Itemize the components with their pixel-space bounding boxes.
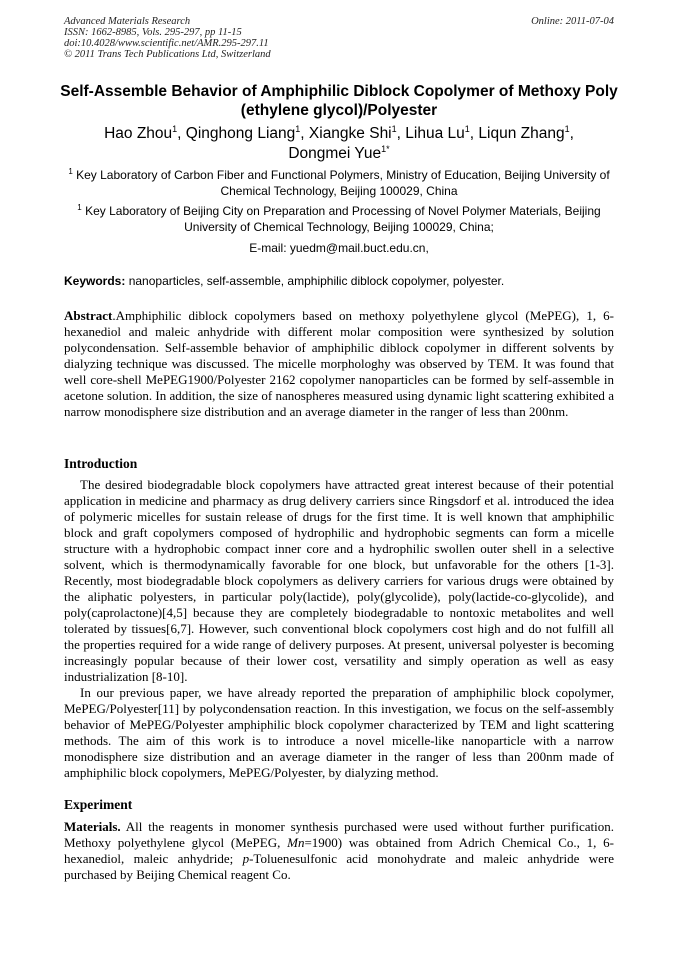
section-heading-introduction: Introduction — [64, 456, 138, 471]
abstract — [64, 308, 614, 420]
author-sup: 1 — [172, 123, 178, 134]
journal-name: Advanced Materials Research — [64, 16, 191, 27]
author-name: Hao Zhou — [104, 125, 173, 142]
affiliation-text: Key Laboratory of Carbon Fiber and Functional Polymers, Ministry of Education, Beijing University of Chemical Technology, Beijing 100029, China — [76, 168, 610, 198]
keywords-label: Keywords: — [64, 274, 126, 288]
author-sup: 1 — [464, 123, 470, 134]
copyright-line: © 2011 Trans Tech Publications Ltd, Switzerland — [64, 49, 271, 60]
abstract-text: .Amphiphilic diblock copolymers based on methoxy polyethylene glycol (MePEG), 1, 6-hexanediol and maleic anhydride with different molar composition were synthesized by solution polycondensation. Self-assemble behavior of amphiphilic diblock copolymer in different solvents by dialyzing technique was discussed. The micelle morphologhy was observed by TEM. It was found that well core-shell MePEG1900/Polyester 2162 copolymer nanoparticles can be formed by self-assemble in acetone solution. In addition, the size of nanospheres measured using dynamic light scattering exhibited a narrow monodisphere size distribution and an average diameter in the ranger of less than 200nm. — [64, 308, 614, 419]
journal-header — [64, 16, 614, 60]
author-sup: 1 — [295, 123, 301, 134]
author-sep: , — [569, 125, 574, 142]
contact-email: E-mail: yuedm@mail.buct.edu.cn, — [249, 241, 429, 255]
abstract-label: Abstract — [64, 308, 113, 323]
affiliation-sup: 1 — [68, 167, 73, 176]
author-sep: , — [469, 125, 479, 142]
author-sup: 1 — [564, 123, 570, 134]
keywords-text: nanoparticles, self-assemble, amphiphilic diblock copolymer, polyester. — [125, 274, 505, 288]
issn-line: ISSN: 1662-8985, Vols. 295-297, pp 11-15 — [64, 27, 242, 38]
paragraph-text: All the reagents in monomer synthesis purchased were used without further purification. Methoxy polyethylene glycol (MePEG, — [64, 819, 614, 850]
materials-label: Materials. — [64, 819, 121, 834]
author-name: Liqun Zhang — [478, 125, 565, 142]
author-name: Xiangke Shi — [308, 125, 392, 142]
paragraph: The desired biodegradable block copolymers have attracted great interest because of their potential application in medicine and pharmacy as drug delivery carriers since Ringsdorf et al. introduced the idea of polymeric micelles for sustain release of drugs for the first time. It is well known that amphiphilic block and graft copolymers composed of hydrophilic and hydrophobic segments can form a micelle structure with a hydrophobic compact inner core and a hydrophilic swollen outer shell in a selective solvent, which is thermodynamically favorable for one block, but unfavorable for the others [1-3]. Recently, most biodegradable block copolymers as delivery carriers for various drugs were obtained by the aliphatic polyesters, in particular poly(lactide), poly(glycolide), poly(lactide-co-glycolide), and poly(caprolactone)[4,5] because they are completely biodegradable to nontoxic metabolites and well tolerated by tissues[6,7]. However, such conventional block copolymers cost high and do not fulfill all the properties required for a wide range of delivery purposes. At present, universal polyester is becoming increasingly popular because of their lower cost, versatility and simply operation as well as easy industrialization [8-10]. — [64, 477, 614, 684]
affiliation-sup: 1 — [77, 203, 82, 212]
author-sep: , — [300, 125, 309, 142]
online-date: Online: 2011-07-04 — [531, 16, 614, 27]
author-sep: , — [177, 125, 186, 142]
affiliation-1 — [64, 167, 614, 199]
para-prefix: p — [242, 851, 250, 866]
mn-symbol: Mn — [287, 835, 305, 850]
paper-title: Self-Assemble Behavior of Amphiphilic Diblock Copolymer of Methoxy Poly (ethylene glycol)/Polyester — [60, 83, 618, 119]
author-name: Lihua Lu — [405, 125, 465, 142]
keywords — [64, 273, 614, 289]
author-sup: 1 — [391, 123, 397, 134]
paragraph-text: -Toluenesulfonic acid monohydrate and maleic anhydride were purchased by Beijing Chemical reagent Co. — [64, 851, 615, 882]
author-list — [64, 124, 614, 164]
introduction-body — [64, 477, 614, 781]
paragraph: In our previous paper, we have already reported the preparation of amphiphilic block copolymer, MePEG/Polyester[11] by polycondensation reaction. In this investigation, we focus on the self-assembly behavior of MePEG/Polyester amphiphilic block copolymer characterized by TEM and light scattering methods. The aim of this work is to introduce a novel micelle-like nanoparticle with a narrow monodisphere size distribution and an average diameter in the ranger of less than 200nm made of amphiphilic block copolymers, MePEG/Polyester, by dialyzing method. — [64, 685, 614, 780]
paragraph-text: =1900) was obtained from Adrich Chemical Co., 1, 6-hexanediol, maleic anhydride; — [64, 835, 614, 866]
experiment-body — [64, 819, 614, 883]
affiliation-2 — [64, 203, 614, 235]
affiliation-text: Key Laboratory of Beijing City on Preparation and Processing of Novel Polymer Materials, Beijing University of Chemical Technology, Beijing 100029, China; — [85, 204, 601, 234]
section-heading-experiment: Experiment — [64, 797, 133, 812]
doi-line: doi:10.4028/www.scientific.net/AMR.295-297.11 — [64, 38, 269, 49]
author-name: Qinghong Liang — [185, 125, 296, 142]
author-sep: , — [396, 125, 406, 142]
author-name: Dongmei Yue — [288, 145, 382, 162]
author-sup: 1* — [381, 143, 390, 154]
